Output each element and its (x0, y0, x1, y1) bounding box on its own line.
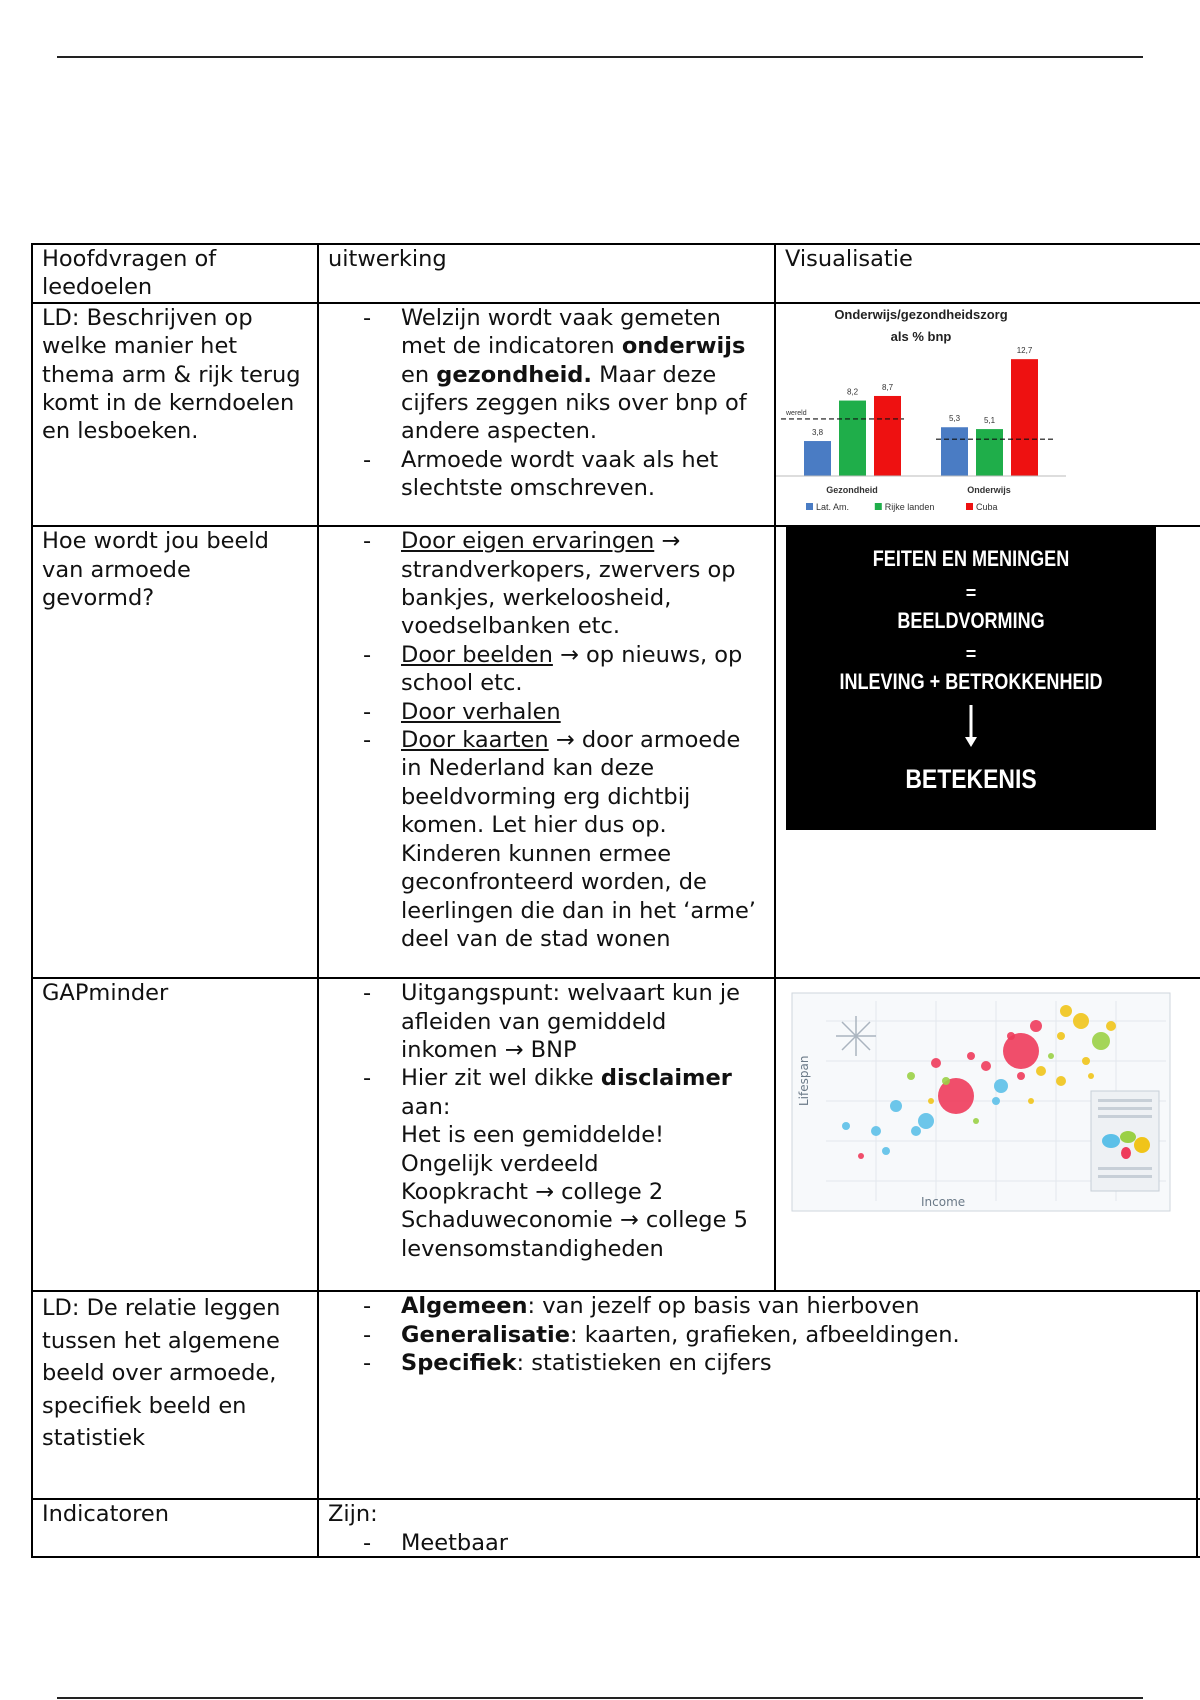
row-gapminder (32, 978, 1200, 1291)
question-cell: GAPminder (32, 978, 318, 1291)
bar (874, 396, 901, 476)
poster-line-inleving: INLEVING + BETROKKENHEID (839, 669, 1103, 695)
bar-chart (776, 304, 1066, 518)
bubble (882, 1147, 890, 1155)
bullet-list (328, 304, 765, 503)
sub-line: Het is een gemiddelde! (401, 1122, 665, 1149)
bubble (1088, 1073, 1094, 1079)
bold-text: Specifiek (401, 1350, 517, 1377)
bubble (1048, 1053, 1054, 1059)
question-cell: Hoe wordt jou beeld van armoede gevormd? (32, 526, 318, 978)
bubble (918, 1113, 934, 1129)
text-span: Hier zit wel dikke (401, 1065, 601, 1092)
category-label: Gezondheid (826, 484, 878, 495)
poster-line-beeldvorming: BEELDVORMING (897, 608, 1045, 634)
row-relatie (32, 1291, 1200, 1499)
sub-line: levensomstandigheden (401, 1235, 664, 1262)
poster-equals: = (965, 583, 977, 604)
list-item (401, 527, 765, 641)
bubble (1092, 1032, 1110, 1050)
bar-value-label: 5,1 (983, 415, 996, 425)
bubble (1017, 1072, 1025, 1080)
header-cell-elaboration: uitwerking (318, 244, 775, 303)
legend-label: Rijke landen (884, 501, 935, 512)
legend-label: Lat. Am. (816, 501, 850, 512)
bubble (928, 1098, 934, 1104)
row-beeldvorming (32, 526, 1200, 978)
text-span: → op nieuws, op school etc. (401, 641, 743, 697)
underlined-text: Door beelden (401, 641, 553, 668)
bubble (1073, 1013, 1089, 1029)
bubble (1056, 1076, 1066, 1086)
row-indicatoren (32, 1499, 1200, 1557)
list-item: - Uitgangspunt: welvaart kun je afleiden van gemiddeld inkomen → BNP (401, 979, 765, 1064)
bubble (992, 1097, 1000, 1105)
bubble (1036, 1066, 1046, 1076)
list-item (401, 1292, 1196, 1320)
bubble (907, 1072, 915, 1080)
bubble (942, 1077, 950, 1085)
text-span: aan: (401, 1093, 451, 1120)
intro-text: Zijn: (328, 1501, 378, 1528)
y-axis-label: Lifespan (797, 1055, 811, 1107)
bubble (1106, 1021, 1116, 1031)
poster-image (786, 527, 1156, 830)
inner-box (328, 1500, 1198, 1556)
category-label: Onderwijs (967, 484, 1011, 495)
bubble (1060, 1005, 1072, 1017)
legend-swatch (806, 503, 813, 510)
content-table (31, 243, 1200, 1558)
chart-title-line2: als % bnp (890, 328, 952, 344)
inner-box (328, 1292, 1198, 1498)
text-span: → strandverkopers, zwervers op bankjes, werkeloosheid, voedselbanken etc. (401, 528, 736, 640)
bubble (1057, 1032, 1065, 1040)
question-cell: LD: Beschrijven op welke manier het thema arm & rijk terug komt in de kerndoelen en lesboeken. (32, 303, 318, 526)
list-item (401, 1321, 1196, 1349)
chart-title-line1: Onderwijs/gezondheidszorg (834, 306, 1008, 322)
text-span: : van jezelf op basis van hierboven (527, 1293, 920, 1320)
header-row (32, 244, 1200, 303)
bubble (1030, 1020, 1042, 1032)
bar-value-label: 8,2 (846, 387, 859, 397)
poster-equals: = (965, 644, 977, 665)
list-item (401, 698, 765, 726)
bubble (842, 1122, 850, 1130)
text-span: en (401, 361, 437, 388)
list-item: - Armoede wordt vaak als het slechtste omschreven. (401, 446, 765, 503)
footer-rule (57, 1697, 1143, 1699)
underlined-text: Door eigen ervaringen (401, 528, 655, 555)
bold-text: Generalisatie (401, 1321, 571, 1348)
bar (941, 427, 968, 476)
poster-line-facts: FEITEN EN MENINGEN (872, 546, 1070, 572)
bullet-list (328, 979, 765, 1263)
elaboration-cell (318, 978, 775, 1291)
poster-line-betekenis: BETEKENIS (905, 764, 1037, 795)
bubble (858, 1153, 864, 1159)
bubble (871, 1126, 881, 1136)
sub-line: Koopkracht → college 2 (401, 1179, 664, 1206)
compass-icon (836, 1016, 876, 1056)
bubble (1007, 1032, 1015, 1040)
text-span: : kaarten, grafieken, afbeeldingen. (570, 1321, 960, 1348)
question-cell: LD: De relatie leggen tussen het algemene beeld over armoede, specifiek beeld en statistiek (32, 1291, 318, 1499)
text-span: : statistieken en cijfers (516, 1350, 772, 1377)
bubble (967, 1052, 975, 1060)
list-item (401, 304, 765, 446)
bubble (1028, 1098, 1034, 1104)
list-item (401, 1064, 765, 1263)
legend-swatch (966, 503, 973, 510)
bullet-list (328, 527, 765, 953)
x-axis-label: Income (921, 1195, 966, 1210)
list-item (401, 726, 765, 953)
bar-value-label: 3,8 (811, 427, 824, 437)
visualisation-cell (775, 978, 1200, 1291)
bold-text: disclaimer (600, 1065, 732, 1092)
bubble (1082, 1057, 1090, 1065)
bar-value-label: 8,7 (881, 382, 894, 392)
underlined-text: Door kaarten (401, 727, 549, 754)
elaboration-cell (318, 526, 775, 978)
visualisation-cell (775, 303, 1200, 526)
header-cell-questions: Hoofdvragen of leedoelen (32, 244, 318, 303)
row-kerndoelen (32, 303, 1200, 526)
bar-value-label: 12,7 (1016, 345, 1033, 355)
text-span: → door armoede in Nederland kan deze beeldvorming erg dichtbij komen. Let hier dus op. Kinderen kunnen ermee geconfronteerd worden, de leerlingen die dan in het ‘arme’ deel van de stad wonen (401, 727, 756, 952)
text-span: Welzijn wordt vaak gemeten met de indicatoren (401, 304, 721, 360)
bubble (981, 1061, 991, 1071)
bubble (994, 1079, 1008, 1093)
list-item (401, 641, 765, 698)
legend-swatch (875, 503, 882, 510)
header-cell-visualisation: Visualisatie (775, 244, 1200, 303)
bullet-list (328, 1529, 1196, 1557)
bold-text: onderwijs (621, 333, 746, 360)
header-rule (57, 56, 1143, 58)
list-item (401, 1349, 1196, 1377)
question-cell: Indicatoren (32, 1499, 318, 1557)
elaboration-cell (318, 1291, 1200, 1499)
underlined-text: Door verhalen (401, 698, 561, 725)
reference-line-label: wereld (786, 409, 807, 417)
bold-text: Algemeen (401, 1293, 528, 1320)
bubble (973, 1118, 979, 1124)
visualisation-cell (775, 526, 1200, 978)
bar (839, 400, 866, 475)
elaboration-cell (318, 303, 775, 526)
bubble (911, 1126, 921, 1136)
legend-label: Cuba (976, 501, 998, 512)
bar (804, 441, 831, 476)
arrow-down-icon (961, 703, 981, 749)
bullet-list (328, 1292, 1196, 1377)
elaboration-cell (318, 1499, 1200, 1557)
bar-value-label: 5,3 (948, 414, 961, 424)
bubble (931, 1058, 941, 1068)
bar (976, 429, 1003, 476)
bold-text: gezondheid. (436, 361, 592, 388)
gapminder-chart-image (786, 981, 1176, 1231)
sub-line: Ongelijk verdeeld (401, 1150, 599, 1177)
bubble (890, 1100, 902, 1112)
sub-line: Schaduweconomie → college 5 (401, 1207, 748, 1234)
bar (1011, 359, 1038, 476)
list-item: - Meetbaar (401, 1529, 1196, 1557)
text-span: Maar deze cijfers zeggen niks over bnp of andere aspecten. (401, 361, 747, 445)
